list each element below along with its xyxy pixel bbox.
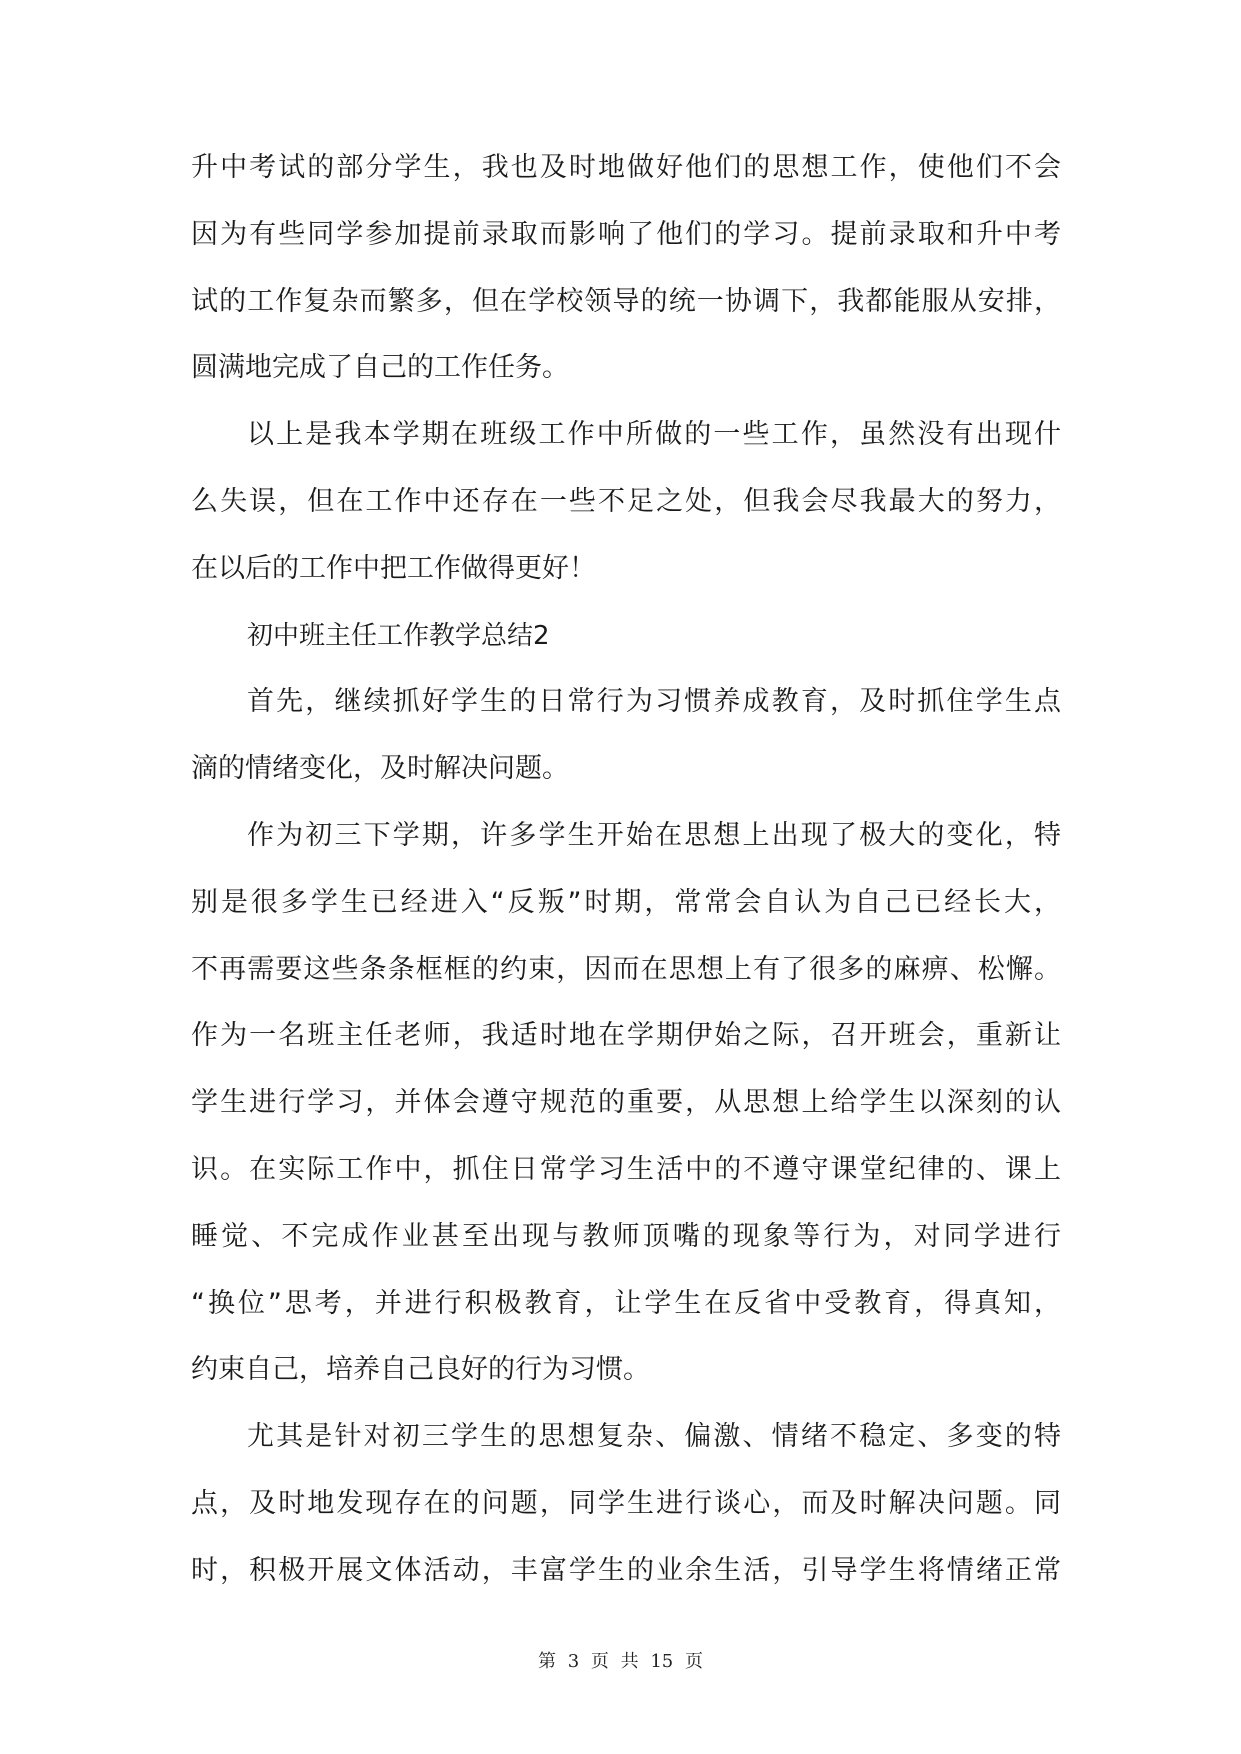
text-line: 不再需要这些条条框框的约束，因而在思想上有了很多的麻痹、松懈。 — [191, 953, 1061, 985]
text-line: “换位”思考，并进行积极教育，让学生在反省中受教育，得真知， — [191, 1287, 1061, 1319]
text-line: 别是很多学生已经进入“反叛”时期，常常会自认为自己已经长大， — [191, 886, 1061, 918]
section-heading: 初中班主任工作教学总结2 — [247, 620, 550, 651]
paragraph-first-line: 首先，继续抓好学生的日常行为习惯养成教育，及时抓住学生点 — [247, 686, 1061, 718]
text-line: 学生进行学习，并体会遵守规范的重要，从思想上给学生以深刻的认 — [191, 1087, 1061, 1119]
text-line: 点，及时地发现存在的问题，同学生进行谈心，而及时解决问题。同 — [191, 1488, 1061, 1519]
paragraph-first-line: 以上是我本学期在班级工作中所做的一些工作，虽然没有出现什 — [247, 419, 1061, 451]
text-line: 睡觉、不完成作业甚至出现与教师顶嘴的现象等行为，对同学进行 — [191, 1220, 1061, 1252]
text-line: 滴的情绪变化，及时解决问题。 — [191, 753, 569, 785]
paragraph-first-line: 尤其是针对初三学生的思想复杂、偏激、情绪不稳定、多变的特 — [247, 1421, 1061, 1453]
paragraph-first-line: 作为初三下学期，许多学生开始在思想上出现了极大的变化，特 — [247, 820, 1061, 851]
text-line: 因为有些同学参加提前录取而影响了他们的学习。提前录取和升中考 — [191, 218, 1061, 250]
text-line: 时，积极开展文体活动，丰富学生的业余生活，引导学生将情绪正常 — [191, 1554, 1061, 1586]
text-line: 在以后的工作中把工作做得更好！ — [191, 552, 596, 584]
text-line: 圆满地完成了自己的工作任务。 — [191, 352, 569, 384]
text-line: 作为一名班主任老师，我适时地在学期伊始之际，召开班会，重新让 — [191, 1020, 1061, 1052]
text-line: 试的工作复杂而繁多，但在学校领导的统一协调下，我都能服从安排， — [191, 285, 1061, 317]
text-line: 约束自己，培养自己良好的行为习惯。 — [191, 1354, 650, 1386]
text-line: 识。在实际工作中，抓住日常学习生活中的不遵守课堂纪律的、课上 — [191, 1154, 1061, 1185]
text-line: 么失误，但在工作中还存在一些不足之处，但我会尽我最大的努力， — [191, 486, 1061, 517]
page-number-footer: 第 3 页 共 15 页 — [538, 1651, 703, 1672]
text-line: 升中考试的部分学生，我也及时地做好他们的思想工作，使他们不会 — [191, 152, 1061, 183]
